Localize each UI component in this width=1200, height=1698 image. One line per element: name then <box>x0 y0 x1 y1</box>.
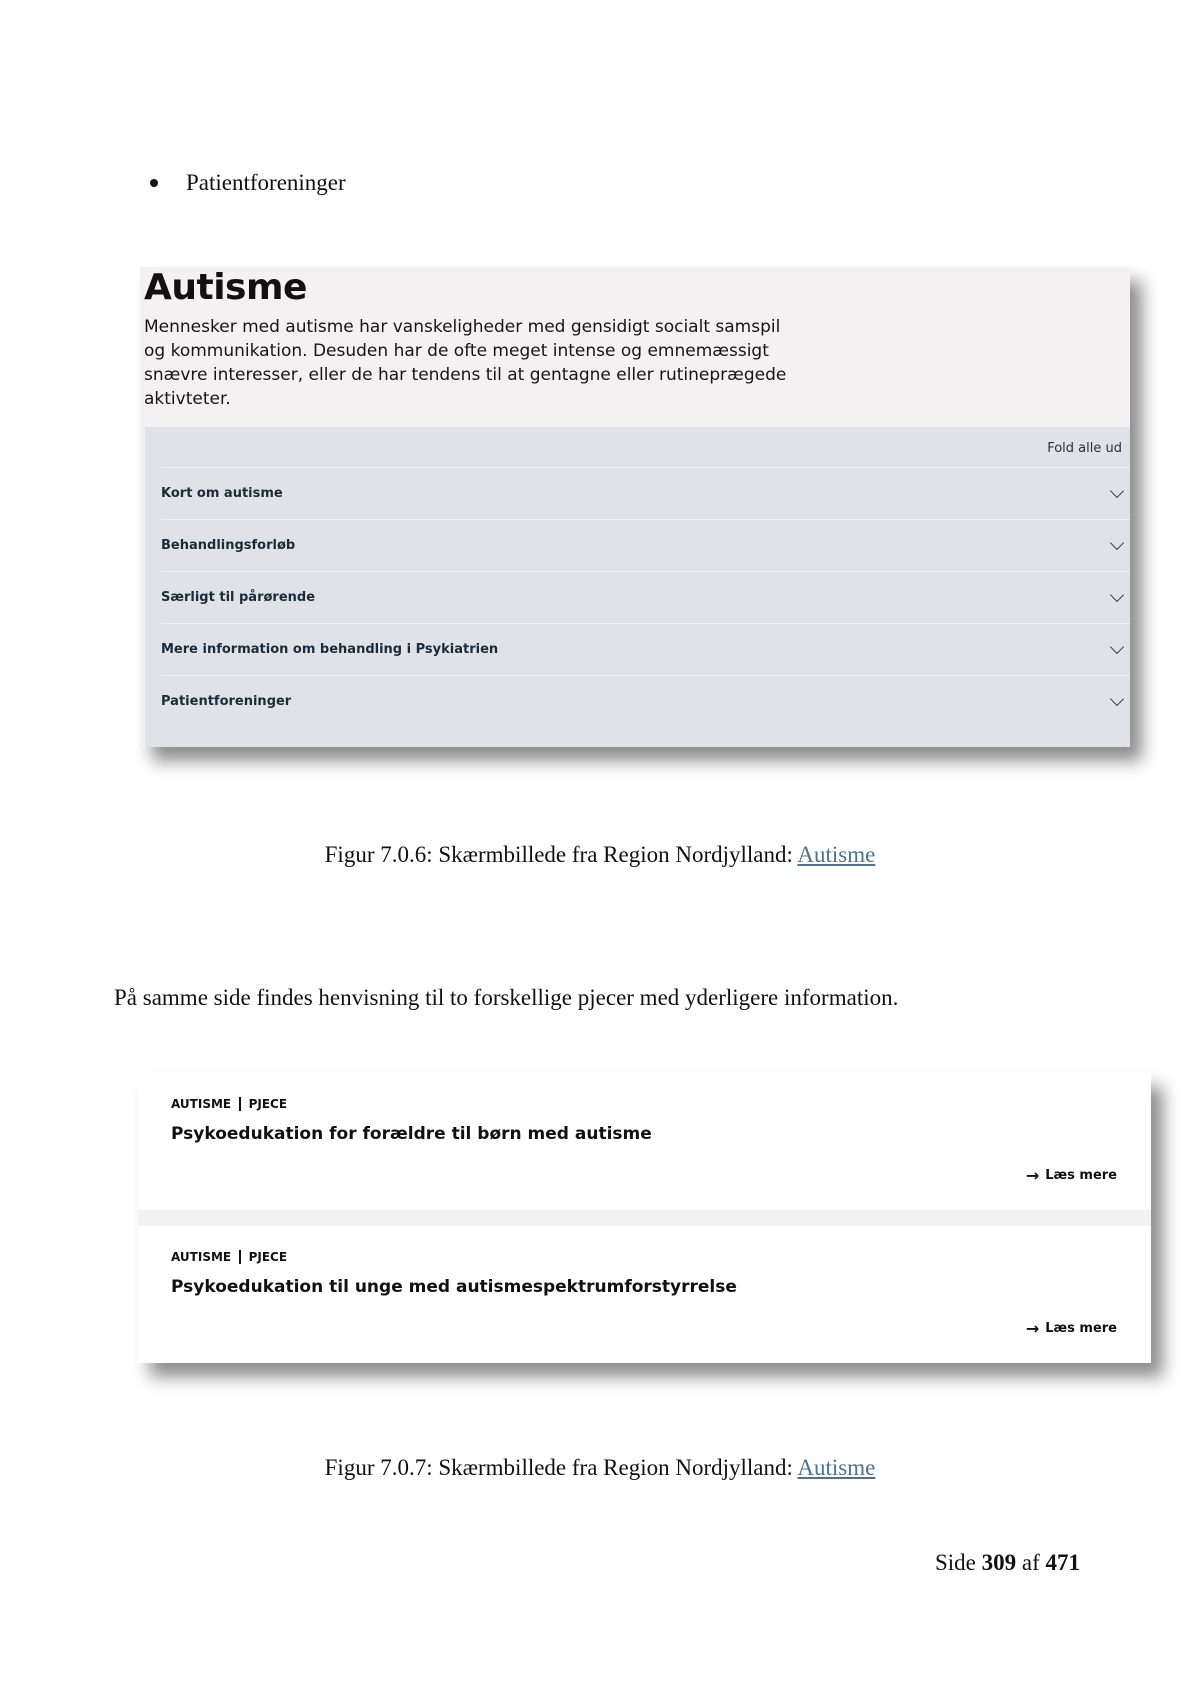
arrow-right-icon: → <box>1025 1319 1040 1338</box>
accordion-item-label: Mere information om behandling i Psykiatrien <box>161 642 499 657</box>
accordion-item-label: Behandlingsforløb <box>161 538 296 553</box>
card-separator <box>239 1097 241 1111</box>
page-description: Mennesker med autisme har vanskeligheder med gensidigt socialt samspil og kommunikation. Desuden har de ofte meget intense og emnemæssigt snævre interesser, eller de har tendens til at gentagne eller rutineprægede aktivteter. <box>144 317 787 409</box>
figure-caption-2 <box>0 1455 1200 1481</box>
pjece-card[interactable] <box>138 1073 1151 1210</box>
caption-link[interactable]: Autisme <box>797 1455 876 1480</box>
bullet-icon <box>150 179 158 187</box>
page-number <box>935 1550 1080 1576</box>
chevron-down-icon <box>1110 483 1124 497</box>
page-title: Autisme <box>144 267 307 308</box>
card-tag-category: AUTISME <box>171 1250 232 1264</box>
body-paragraph: På samme side findes henvisning til to forskellige pjecer med yderligere information. <box>114 985 899 1010</box>
chevron-down-icon <box>1110 691 1124 705</box>
page-number-current: 309 <box>981 1550 1017 1575</box>
card-separator <box>239 1250 241 1264</box>
accordion-list <box>161 467 1130 727</box>
caption-link[interactable]: Autisme <box>797 842 876 867</box>
card-tag-type: PJECE <box>248 1250 288 1264</box>
accordion-item-label: Kort om autisme <box>161 486 283 501</box>
card-title: Psykoedukation for forældre til børn med autisme <box>171 1124 652 1144</box>
accordion-item-mere-information[interactable] <box>161 623 1130 675</box>
caption-text: Figur 7.0.7: Skærmbillede fra Region Nordjylland: <box>324 1455 798 1480</box>
page-number-prefix: Side <box>934 1550 976 1575</box>
fold-all-button[interactable]: Fold alle ud <box>1047 441 1122 456</box>
chevron-down-icon <box>1110 587 1124 601</box>
read-more-link[interactable] <box>1026 1166 1117 1185</box>
card-title: Psykoedukation til unge med autismespektrumforstyrrelse <box>171 1277 737 1297</box>
accordion-item-label: Patientforeninger <box>161 694 292 709</box>
figure-caption-1 <box>0 842 1200 868</box>
page-number-middle: af <box>1021 1550 1040 1575</box>
read-more-link[interactable] <box>1026 1319 1117 1338</box>
card-meta <box>171 1097 287 1111</box>
card-meta <box>171 1250 287 1264</box>
chevron-down-icon <box>1110 535 1124 549</box>
read-more-label: Læs mere <box>1045 1321 1117 1336</box>
figure-pjecer-list <box>138 1073 1151 1363</box>
read-more-label: Læs mere <box>1045 1168 1117 1183</box>
pjece-card[interactable] <box>138 1226 1151 1363</box>
accordion-item-kort-om-autisme[interactable] <box>161 467 1130 519</box>
accordion-item-behandlingsforloeb[interactable] <box>161 519 1130 571</box>
card-tag-category: AUTISME <box>171 1097 232 1111</box>
figure-autisme-accordion <box>140 267 1130 747</box>
chevron-down-icon <box>1110 639 1124 653</box>
accordion <box>145 427 1130 747</box>
accordion-item-patientforeninger[interactable] <box>161 675 1130 727</box>
accordion-item-saerligt-til-paaroerende[interactable] <box>161 571 1130 623</box>
accordion-item-label: Særligt til pårørende <box>161 590 316 605</box>
page-number-total: 471 <box>1045 1550 1080 1575</box>
bullet-item <box>150 170 346 196</box>
arrow-right-icon: → <box>1025 1166 1040 1185</box>
bullet-text: Patientforeninger <box>186 170 346 195</box>
card-tag-type: PJECE <box>248 1097 288 1111</box>
caption-text: Figur 7.0.6: Skærmbillede fra Region Nordjylland: <box>324 842 798 867</box>
